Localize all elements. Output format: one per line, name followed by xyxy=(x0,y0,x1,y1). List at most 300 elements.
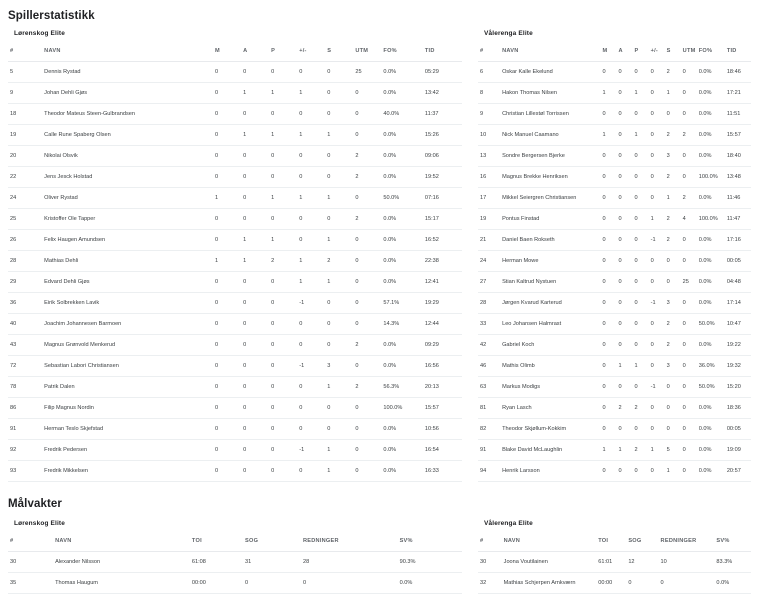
cell-s: 1 xyxy=(665,83,681,104)
cell-name: Hakon Thomas Nilsen xyxy=(500,83,600,104)
cell-m: 0 xyxy=(600,461,616,482)
col-header-assists[interactable]: A xyxy=(616,43,632,62)
cell-tid: 17:14 xyxy=(725,293,751,314)
cell-a: 0 xyxy=(616,272,632,293)
cell-pm: 0 xyxy=(297,461,325,482)
cell-num: 94 xyxy=(478,461,500,482)
cell-tid: 18:36 xyxy=(725,398,751,419)
table-row[interactable] xyxy=(478,461,751,482)
table-row[interactable] xyxy=(478,251,751,272)
table-row[interactable] xyxy=(478,62,751,83)
cell-p: 2 xyxy=(633,398,649,419)
col-header-save-pct[interactable]: SV% xyxy=(398,533,462,552)
table-row[interactable] xyxy=(478,125,751,146)
col-header-goals[interactable]: M xyxy=(213,43,241,62)
home-goalies-body xyxy=(8,552,462,594)
table-row[interactable] xyxy=(478,104,751,125)
cell-pm: 0 xyxy=(649,125,665,146)
cell-m: 0 xyxy=(600,314,616,335)
cell-p: 0 xyxy=(633,104,649,125)
table-row[interactable] xyxy=(8,398,462,419)
cell-tid: 12:41 xyxy=(423,272,462,293)
table-row[interactable] xyxy=(8,62,462,83)
cell-num: 30 xyxy=(8,552,53,573)
cell-s: 0 xyxy=(665,398,681,419)
cell-name: Nick Manuel Caamano xyxy=(500,125,600,146)
table-row[interactable] xyxy=(478,146,751,167)
col-header-plusminus[interactable]: +/- xyxy=(649,43,665,62)
cell-num: 18 xyxy=(8,104,42,125)
cell-name: Felix Haugen Amundsen xyxy=(42,230,213,251)
cell-m: 0 xyxy=(213,167,241,188)
table-row[interactable] xyxy=(478,552,751,573)
cell-utm: 0 xyxy=(681,293,697,314)
cell-fo: 0.0% xyxy=(381,146,422,167)
table-row[interactable] xyxy=(478,419,751,440)
col-header-penalty-minutes[interactable]: UTM xyxy=(681,43,697,62)
table-row[interactable] xyxy=(8,272,462,293)
cell-tid: 11:47 xyxy=(725,209,751,230)
cell-pm: 0 xyxy=(649,188,665,209)
cell-s: 1 xyxy=(325,377,353,398)
home-goalies-panel xyxy=(0,510,470,594)
table-row[interactable] xyxy=(8,293,462,314)
table-row[interactable] xyxy=(8,167,462,188)
table-row[interactable] xyxy=(8,461,462,482)
cell-sog: 31 xyxy=(243,552,301,573)
cell-s: 0 xyxy=(325,83,353,104)
col-header-toi[interactable]: TOI xyxy=(190,533,243,552)
cell-a: 0 xyxy=(616,146,632,167)
col-header-points[interactable]: P xyxy=(269,43,297,62)
cell-sv: 0.0% xyxy=(398,573,462,594)
goalies-columns xyxy=(0,510,759,594)
cell-p: 0 xyxy=(269,440,297,461)
cell-name: Theodor Skjøllum-Kokkim xyxy=(500,419,600,440)
cell-utm: 0 xyxy=(681,146,697,167)
col-header-name[interactable]: NAVN xyxy=(53,533,190,552)
cell-utm: 0 xyxy=(681,167,697,188)
cell-pm: 1 xyxy=(297,251,325,272)
cell-num: 20 xyxy=(8,146,42,167)
cell-fo: 50.0% xyxy=(381,188,422,209)
cell-pm: 0 xyxy=(297,419,325,440)
cell-num: 63 xyxy=(478,377,500,398)
away-skaters-body xyxy=(478,62,751,482)
cell-num: 6 xyxy=(478,62,500,83)
table-row[interactable] xyxy=(8,83,462,104)
cell-s: 0 xyxy=(665,104,681,125)
cell-p: 0 xyxy=(269,377,297,398)
cell-fo: 0.0% xyxy=(697,125,725,146)
cell-a: 0 xyxy=(616,104,632,125)
cell-p: 0 xyxy=(633,314,649,335)
cell-m: 0 xyxy=(213,209,241,230)
cell-m: 0 xyxy=(213,314,241,335)
cell-name: Eirik Solbrekken Lavik xyxy=(42,293,213,314)
cell-p: 0 xyxy=(633,419,649,440)
cell-name: Johan Dehli Gjøs xyxy=(42,83,213,104)
cell-s: 0 xyxy=(665,251,681,272)
col-header-shots[interactable]: S xyxy=(665,43,681,62)
table-row[interactable] xyxy=(478,209,751,230)
cell-utm: 0 xyxy=(681,314,697,335)
cell-tid: 16:33 xyxy=(423,461,462,482)
cell-sv: 90.3% xyxy=(398,552,462,573)
cell-a: 0 xyxy=(616,167,632,188)
cell-p: 1 xyxy=(633,125,649,146)
cell-s: 3 xyxy=(325,356,353,377)
table-row[interactable] xyxy=(8,419,462,440)
col-header-time[interactable]: TID xyxy=(725,43,751,62)
cell-fo: 0.0% xyxy=(697,335,725,356)
cell-fo: 0.0% xyxy=(697,230,725,251)
cell-pm: 0 xyxy=(649,356,665,377)
cell-m: 0 xyxy=(600,209,616,230)
cell-utm: 0 xyxy=(681,377,697,398)
table-row[interactable] xyxy=(478,398,751,419)
col-header-saves[interactable]: REDNINGER xyxy=(659,533,715,552)
cell-num: 22 xyxy=(8,167,42,188)
cell-num: 13 xyxy=(478,146,500,167)
col-header-goals[interactable]: M xyxy=(600,43,616,62)
cell-a: 0 xyxy=(241,209,269,230)
home-goalies-header xyxy=(8,533,462,552)
cell-tid: 18:40 xyxy=(725,146,751,167)
page-title-spillerstatistikk: Spillerstatistikk xyxy=(8,10,95,22)
table-header-row xyxy=(8,43,462,62)
cell-utm: 0 xyxy=(353,461,381,482)
away-goalies-header xyxy=(478,533,751,552)
cell-name: Magnus Brekke Henriksen xyxy=(500,167,600,188)
cell-utm: 0 xyxy=(353,440,381,461)
cell-m: 0 xyxy=(213,398,241,419)
table-row[interactable] xyxy=(478,293,751,314)
col-header-points[interactable]: P xyxy=(633,43,649,62)
cell-s: 2 xyxy=(665,209,681,230)
cell-p: 0 xyxy=(269,209,297,230)
table-row[interactable] xyxy=(478,377,751,398)
table-row[interactable] xyxy=(8,377,462,398)
home-skaters-header xyxy=(8,43,462,62)
cell-num: 5 xyxy=(8,62,42,83)
cell-s: 2 xyxy=(665,125,681,146)
col-header-assists[interactable]: A xyxy=(241,43,269,62)
cell-s: 1 xyxy=(665,188,681,209)
cell-m: 0 xyxy=(600,146,616,167)
cell-name: Herman Mowe xyxy=(500,251,600,272)
cell-fo: 0.0% xyxy=(381,230,422,251)
cell-toi: 00:00 xyxy=(190,573,243,594)
table-row[interactable] xyxy=(478,335,751,356)
cell-tid: 15:26 xyxy=(423,125,462,146)
cell-m: 0 xyxy=(213,293,241,314)
cell-tid: 17:21 xyxy=(725,83,751,104)
cell-m: 0 xyxy=(600,62,616,83)
cell-p: 0 xyxy=(633,230,649,251)
col-header-saves[interactable]: REDNINGER xyxy=(301,533,398,552)
col-header-faceoff-pct[interactable]: FO% xyxy=(381,43,422,62)
cell-num: 93 xyxy=(8,461,42,482)
col-header-toi[interactable]: TOI xyxy=(596,533,626,552)
cell-pm: 0 xyxy=(649,419,665,440)
cell-a: 2 xyxy=(616,398,632,419)
cell-utm: 0 xyxy=(681,461,697,482)
page-title-malvakter: Målvakter xyxy=(8,498,62,510)
cell-num: 9 xyxy=(478,104,500,125)
cell-fo: 0.0% xyxy=(381,209,422,230)
table-row[interactable] xyxy=(478,188,751,209)
cell-a: 0 xyxy=(241,419,269,440)
cell-pm: -1 xyxy=(297,356,325,377)
cell-m: 0 xyxy=(600,167,616,188)
cell-redninger: 10 xyxy=(659,552,715,573)
cell-a: 0 xyxy=(616,461,632,482)
cell-name: Joona Voutilainen xyxy=(502,552,597,573)
cell-utm: 2 xyxy=(353,146,381,167)
cell-s: 2 xyxy=(325,251,353,272)
cell-tid: 13:48 xyxy=(725,167,751,188)
cell-s: 3 xyxy=(665,146,681,167)
cell-utm: 0 xyxy=(681,62,697,83)
cell-a: 0 xyxy=(616,188,632,209)
cell-num: 36 xyxy=(8,293,42,314)
cell-fo: 50.0% xyxy=(697,377,725,398)
cell-sog: 0 xyxy=(243,573,301,594)
cell-tid: 22:38 xyxy=(423,251,462,272)
col-header-number[interactable]: # xyxy=(8,43,42,62)
cell-tid: 11:37 xyxy=(423,104,462,125)
cell-num: 9 xyxy=(8,83,42,104)
table-row[interactable] xyxy=(478,314,751,335)
cell-fo: 36.0% xyxy=(697,356,725,377)
cell-num: 35 xyxy=(8,573,53,594)
table-row[interactable] xyxy=(478,83,751,104)
col-header-number[interactable]: # xyxy=(8,533,53,552)
cell-tid: 16:56 xyxy=(423,356,462,377)
cell-name: Christian Lillestøl Torrissen xyxy=(500,104,600,125)
cell-fo: 0.0% xyxy=(697,293,725,314)
cell-num: 82 xyxy=(478,419,500,440)
col-header-time[interactable]: TID xyxy=(423,43,462,62)
cell-redninger: 0 xyxy=(659,573,715,594)
table-row[interactable] xyxy=(8,573,462,594)
cell-s: 2 xyxy=(665,62,681,83)
cell-pm: 0 xyxy=(297,104,325,125)
cell-m: 0 xyxy=(600,356,616,377)
cell-name: Jørgen Kvarud Karterud xyxy=(500,293,600,314)
col-header-penalty-minutes[interactable]: UTM xyxy=(353,43,381,62)
cell-pm: 1 xyxy=(297,272,325,293)
table-row[interactable] xyxy=(478,356,751,377)
table-row[interactable] xyxy=(478,440,751,461)
away-team-name: Vålerenga Elite xyxy=(484,30,533,37)
col-header-shots-on-goal[interactable]: SOG xyxy=(626,533,658,552)
cell-m: 0 xyxy=(213,272,241,293)
cell-tid: 15:57 xyxy=(725,125,751,146)
cell-num: 91 xyxy=(478,440,500,461)
table-row[interactable] xyxy=(8,440,462,461)
cell-utm: 0 xyxy=(681,356,697,377)
cell-pm: 0 xyxy=(297,335,325,356)
cell-name: Oliver Rystad xyxy=(42,188,213,209)
cell-p: 0 xyxy=(633,293,649,314)
cell-m: 0 xyxy=(213,440,241,461)
cell-a: 1 xyxy=(241,125,269,146)
cell-s: 2 xyxy=(665,167,681,188)
cell-num: 19 xyxy=(478,209,500,230)
cell-p: 0 xyxy=(633,461,649,482)
cell-m: 0 xyxy=(600,293,616,314)
cell-m: 0 xyxy=(213,356,241,377)
cell-pm: 0 xyxy=(297,62,325,83)
cell-fo: 100.0% xyxy=(697,167,725,188)
col-header-shots[interactable]: S xyxy=(325,43,353,62)
cell-utm: 0 xyxy=(353,398,381,419)
cell-fo: 0.0% xyxy=(381,461,422,482)
cell-utm: 0 xyxy=(353,83,381,104)
cell-a: 0 xyxy=(241,167,269,188)
cell-s: 0 xyxy=(665,272,681,293)
cell-s: 0 xyxy=(665,419,681,440)
cell-utm: 25 xyxy=(681,272,697,293)
col-header-plusminus[interactable]: +/- xyxy=(297,43,325,62)
table-row[interactable] xyxy=(8,104,462,125)
col-header-number[interactable]: # xyxy=(478,533,502,552)
cell-m: 0 xyxy=(600,377,616,398)
table-row[interactable] xyxy=(8,335,462,356)
cell-fo: 0.0% xyxy=(381,83,422,104)
col-header-name[interactable]: NAVN xyxy=(500,43,600,62)
cell-fo: 14.3% xyxy=(381,314,422,335)
cell-m: 1 xyxy=(600,440,616,461)
col-header-number[interactable]: # xyxy=(478,43,500,62)
cell-tid: 19:52 xyxy=(423,167,462,188)
table-row[interactable] xyxy=(478,167,751,188)
cell-sv: 83.3% xyxy=(714,552,751,573)
cell-fo: 50.0% xyxy=(697,314,725,335)
away-goalies-body xyxy=(478,552,751,594)
cell-m: 1 xyxy=(600,83,616,104)
cell-a: 0 xyxy=(241,188,269,209)
cell-s: 0 xyxy=(325,146,353,167)
cell-utm: 0 xyxy=(681,83,697,104)
cell-num: 43 xyxy=(8,335,42,356)
cell-m: 0 xyxy=(600,272,616,293)
cell-fo: 0.0% xyxy=(381,125,422,146)
cell-tid: 09:06 xyxy=(423,146,462,167)
away-skaters-panel xyxy=(470,22,759,482)
cell-tid: 12:44 xyxy=(423,314,462,335)
cell-tid: 04:48 xyxy=(725,272,751,293)
cell-m: 0 xyxy=(600,419,616,440)
cell-p: 0 xyxy=(269,419,297,440)
table-row[interactable] xyxy=(8,356,462,377)
cell-name: Nikolai Olsvik xyxy=(42,146,213,167)
cell-a: 1 xyxy=(616,440,632,461)
cell-p: 0 xyxy=(269,293,297,314)
cell-num: 33 xyxy=(478,314,500,335)
table-row[interactable] xyxy=(8,209,462,230)
col-header-faceoff-pct[interactable]: FO% xyxy=(697,43,725,62)
home-skaters-panel xyxy=(0,22,470,482)
cell-tid: 09:29 xyxy=(423,335,462,356)
cell-name: Calle Rune Spaberg Olsen xyxy=(42,125,213,146)
cell-s: 1 xyxy=(325,461,353,482)
cell-p: 0 xyxy=(269,104,297,125)
skaters-columns xyxy=(0,22,759,482)
cell-a: 1 xyxy=(241,230,269,251)
cell-num: 26 xyxy=(8,230,42,251)
cell-pm: 1 xyxy=(649,209,665,230)
table-row[interactable] xyxy=(8,251,462,272)
cell-p: 0 xyxy=(633,272,649,293)
table-row[interactable] xyxy=(8,125,462,146)
cell-num: 8 xyxy=(478,83,500,104)
col-header-name[interactable]: NAVN xyxy=(42,43,213,62)
cell-a: 0 xyxy=(241,104,269,125)
home-skaters-body xyxy=(8,62,462,482)
home-goalies-team-name: Lørenskog Elite xyxy=(14,520,66,527)
cell-m: 1 xyxy=(600,125,616,146)
home-team-name: Lørenskog Elite xyxy=(14,30,66,37)
table-row[interactable] xyxy=(478,573,751,594)
cell-name: Mathis Olimb xyxy=(500,356,600,377)
cell-utm: 0 xyxy=(353,188,381,209)
col-header-name[interactable]: NAVN xyxy=(502,533,597,552)
cell-utm: 2 xyxy=(353,335,381,356)
cell-p: 0 xyxy=(269,167,297,188)
cell-name: Alexander Nilsson xyxy=(53,552,190,573)
cell-fo: 100.0% xyxy=(381,398,422,419)
cell-name: Stian Kaltrud Nystuen xyxy=(500,272,600,293)
cell-pm: 1 xyxy=(297,125,325,146)
col-header-save-pct[interactable]: SV% xyxy=(714,533,751,552)
cell-m: 0 xyxy=(600,335,616,356)
cell-p: 0 xyxy=(633,251,649,272)
cell-num: 86 xyxy=(8,398,42,419)
table-row[interactable] xyxy=(478,272,751,293)
table-row[interactable] xyxy=(8,314,462,335)
cell-fo: 0.0% xyxy=(381,335,422,356)
cell-utm: 0 xyxy=(353,293,381,314)
cell-p: 0 xyxy=(633,167,649,188)
cell-fo: 0.0% xyxy=(381,272,422,293)
table-row[interactable] xyxy=(478,230,751,251)
cell-num: 21 xyxy=(478,230,500,251)
cell-num: 28 xyxy=(478,293,500,314)
cell-p: 0 xyxy=(269,146,297,167)
table-row[interactable] xyxy=(8,188,462,209)
cell-name: Mathias Schjerpen Arnkværn xyxy=(502,573,597,594)
cell-fo: 40.0% xyxy=(381,104,422,125)
table-row[interactable] xyxy=(8,552,462,573)
cell-tid: 00:05 xyxy=(725,251,751,272)
cell-utm: 2 xyxy=(681,125,697,146)
cell-num: 72 xyxy=(8,356,42,377)
table-row[interactable] xyxy=(8,146,462,167)
cell-a: 0 xyxy=(616,230,632,251)
cell-name: Theodor Mateus Steen-Gulbrandsen xyxy=(42,104,213,125)
cell-fo: 0.0% xyxy=(697,146,725,167)
cell-pm: 1 xyxy=(649,440,665,461)
cell-name: Leo Johansen Halmrast xyxy=(500,314,600,335)
cell-tid: 19:09 xyxy=(725,440,751,461)
cell-utm: 0 xyxy=(353,125,381,146)
table-row[interactable] xyxy=(8,230,462,251)
col-header-shots-on-goal[interactable]: SOG xyxy=(243,533,301,552)
cell-a: 0 xyxy=(616,335,632,356)
